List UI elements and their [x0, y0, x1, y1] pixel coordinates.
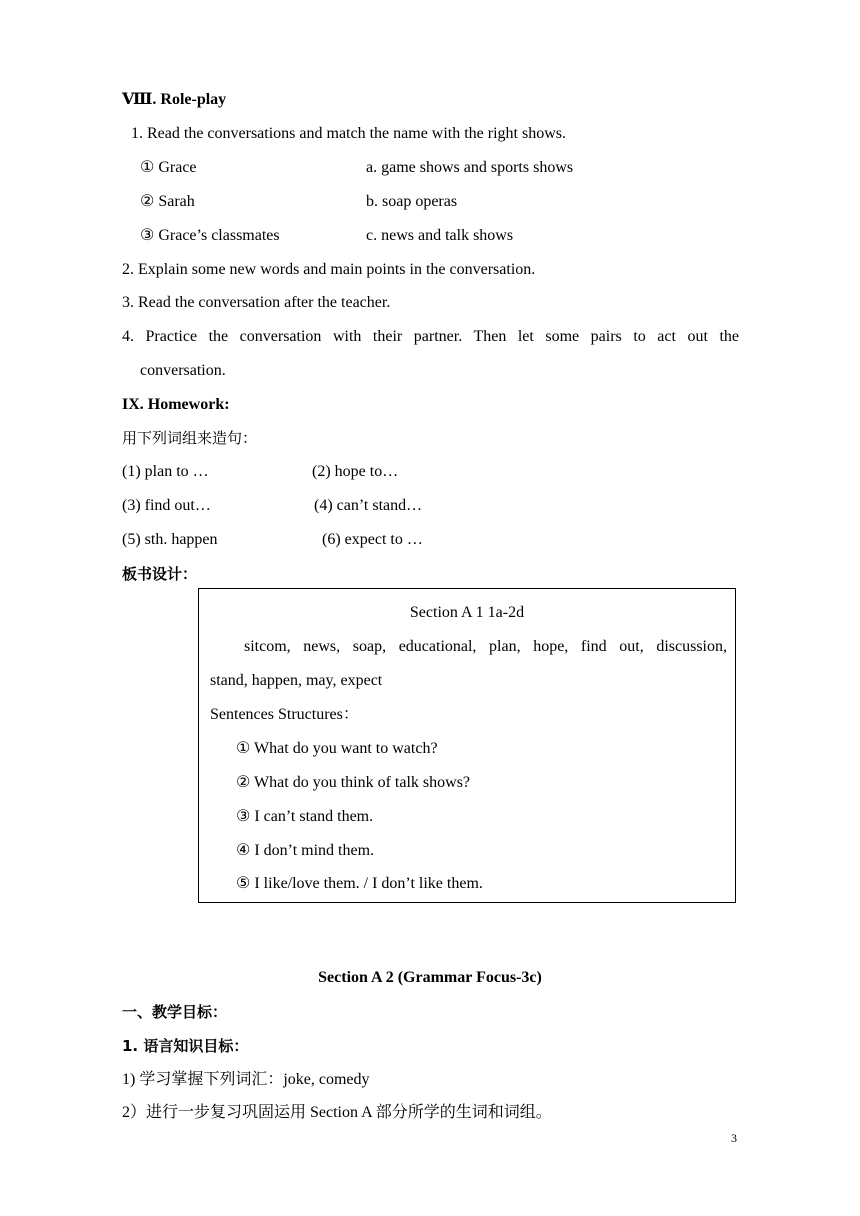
goal-item-1: 1) 学习掌握下列词汇：joke, comedy	[122, 1071, 370, 1088]
match-show-b: b. soap operas	[366, 193, 458, 210]
board-design-label: 板书设计：	[122, 565, 198, 583]
match-name-1: ① Grace	[140, 159, 197, 176]
homework-item-3: (3) find out…	[122, 497, 211, 514]
homework-item-6: (6) expect to …	[322, 531, 423, 548]
section-heading-homework: IX. Homework:	[122, 396, 230, 413]
homework-item-1: (1) plan to …	[122, 463, 209, 480]
board-title: Section A 1 1a-2d	[409, 604, 525, 621]
match-show-c: c. news and talk shows	[366, 227, 514, 244]
homework-instruction: 用下列词组来造句：	[122, 429, 258, 447]
homework-item-5: (5) sth. happen	[122, 531, 218, 548]
board-sentence-2: ② What do you think of talk shows?	[236, 774, 471, 791]
step-2-text: 2. Explain some new words and main points in the conversation.	[122, 261, 536, 278]
match-name-2: ② Sarah	[140, 193, 195, 210]
step-3-text: 3. Read the conversation after the teacher.	[122, 294, 391, 311]
language-goals-heading: 1. 语言知识目标：	[122, 1037, 249, 1055]
homework-item-4: (4) can’t stand…	[314, 497, 423, 514]
section-a2-title: Section A 2 (Grammar Focus-3c)	[318, 969, 542, 986]
board-sentence-3: ③ I can’t stand them.	[236, 808, 374, 825]
board-sentence-1: ① What do you want to watch?	[236, 740, 438, 757]
page-number: 3	[731, 1131, 737, 1145]
goal-item-2: 2）进行一步复习巩固运用 Section A 部分所学的生词和词组。	[122, 1104, 552, 1121]
match-show-a: a. game shows and sports shows	[366, 159, 574, 176]
step-4-text-cont: conversation.	[140, 362, 226, 379]
step-1-text: 1. Read the conversations and match the name with the right shows.	[131, 125, 567, 142]
step-4-text: 4. Practice the conversation with their partner. Then let some pairs to act out the	[122, 328, 739, 345]
board-words-line-2: stand, happen, may, expect	[210, 672, 383, 689]
board-words-line-1: sitcom, news, soap, educational, plan, hope, find out, discussion,	[244, 638, 727, 655]
teaching-goals-heading: 一、教学目标：	[122, 1003, 228, 1021]
homework-item-2: (2) hope to…	[312, 463, 399, 480]
board-sentence-5: ⑤ I like/love them. / I don’t like them.	[236, 875, 483, 892]
board-sentence-4: ④ I don’t mind them.	[236, 842, 375, 859]
section-heading-role-play: Ⅷ. Role-play	[122, 91, 227, 108]
board-structures-label: Sentences Structures：	[210, 706, 359, 723]
board-design-box	[198, 588, 736, 903]
match-name-3: ③ Grace’s classmates	[140, 227, 280, 244]
